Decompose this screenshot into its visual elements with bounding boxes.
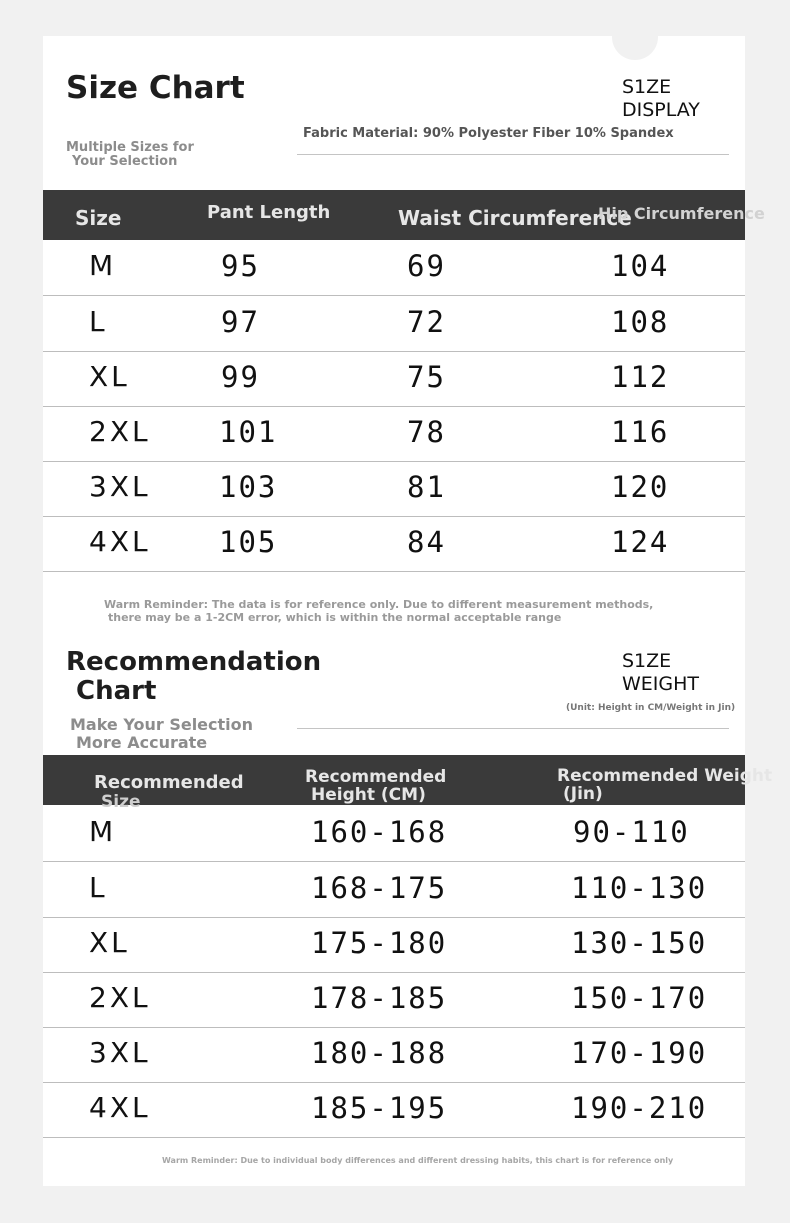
cell-waist: 69 [407,249,446,283]
size-chart-title: Size Chart [66,70,245,106]
cell-weight: 150-170 [571,981,708,1015]
cell-hip: 112 [611,360,670,394]
size-reminder-line1: Warm Reminder: The data is for reference only. Due to different measurement methods, [104,598,654,611]
unit-note: (Unit: Height in CM/Weight in Jin) [566,703,736,713]
cell-weight: 90-110 [573,815,690,849]
column-header-waist: Waist Circumference [398,206,632,230]
column-header-weight-line1: Recommended Weight [557,766,773,786]
column-header-height-line1: Recommended [305,767,447,787]
table-row [43,1082,745,1138]
cell-size: 2XL [89,415,151,448]
cell-pant-length: 95 [221,249,260,283]
cell-size: 4XL [89,525,151,558]
cell-height: 185-195 [311,1091,448,1125]
cell-height: 160-168 [311,815,448,849]
recommendation-subtitle-line1: Make Your Selection [70,715,254,734]
cell-size: M [89,249,117,282]
cell-waist: 81 [407,470,446,504]
cell-waist: 84 [407,525,446,559]
table-row [43,516,745,572]
cell-height: 168-175 [311,871,448,905]
size-chart-subtitle-line1: Multiple Sizes for [66,140,194,155]
cell-size: 4XL [89,1091,151,1124]
cell-weight: 170-190 [571,1036,708,1070]
table-row [43,461,745,517]
cell-waist: 72 [407,305,446,339]
cell-pant-length: 105 [219,525,278,559]
table-row [43,351,745,407]
table-row [43,296,745,352]
recommendation-title-line2: Chart [76,676,157,706]
cell-pant-length: 103 [219,470,278,504]
column-header-size: Size [75,206,122,230]
cell-size: 3XL [89,1036,151,1069]
cell-hip: 116 [611,415,670,449]
column-header-pant-length: Pant Length [207,202,331,223]
size-weight-label-line2: WEIGHT [622,673,700,695]
column-header-height-line2: Height (CM) [311,785,426,805]
cell-size: XL [89,360,130,393]
size-chart-subtitle-line2: Your Selection [72,154,178,169]
recommendation-subtitle-line2: More Accurate [76,733,208,752]
header-divider [297,728,729,729]
column-header-recommended-size-line2: Size [101,792,141,812]
recommendation-reminder: Warm Reminder: Due to individual body differences and different dressing habits, this chart is for reference only [162,1156,674,1165]
column-header-recommended-size-line1: Recommended [94,772,244,793]
cell-size: 2XL [89,981,151,1014]
size-weight-label-line1: S1ZE [622,650,672,672]
cell-size: M [89,815,117,848]
cell-height: 178-185 [311,981,448,1015]
cell-hip: 108 [611,305,670,339]
size-display-label-line1: S1ZE [622,76,672,98]
cell-pant-length: 97 [221,305,260,339]
size-display-label-line2: DISPLAY [622,99,700,121]
cell-waist: 75 [407,360,446,394]
cell-weight: 110-130 [571,871,708,905]
table-row [43,806,745,862]
cell-pant-length: 101 [219,415,278,449]
cell-hip: 120 [611,470,670,504]
recommendation-title-line1: Recommendation [66,647,322,677]
column-header-weight-line2: (Jin) [563,784,603,804]
cell-pant-length: 99 [221,360,260,394]
size-reminder-line2: there may be a 1-2CM error, which is within the normal acceptable range [108,611,562,624]
cell-size: XL [89,926,130,959]
cell-size: L [89,871,108,904]
table-row [43,972,745,1028]
table-row [43,917,745,973]
table-row [43,862,745,918]
table-row [43,406,745,462]
cell-weight: 130-150 [571,926,708,960]
cell-hip: 124 [611,525,670,559]
cell-height: 175-180 [311,926,448,960]
fabric-material: Fabric Material: 90% Polyester Fiber 10% Spandex [303,126,674,141]
cell-hip: 104 [611,249,670,283]
cell-waist: 78 [407,415,446,449]
cell-height: 180-188 [311,1036,448,1070]
column-header-hip: Hip Circumference [598,204,765,223]
table-row [43,1027,745,1083]
table-row [43,240,745,296]
cell-size: L [89,305,108,338]
cell-size: 3XL [89,470,151,503]
cell-weight: 190-210 [571,1091,708,1125]
header-divider [297,154,729,155]
